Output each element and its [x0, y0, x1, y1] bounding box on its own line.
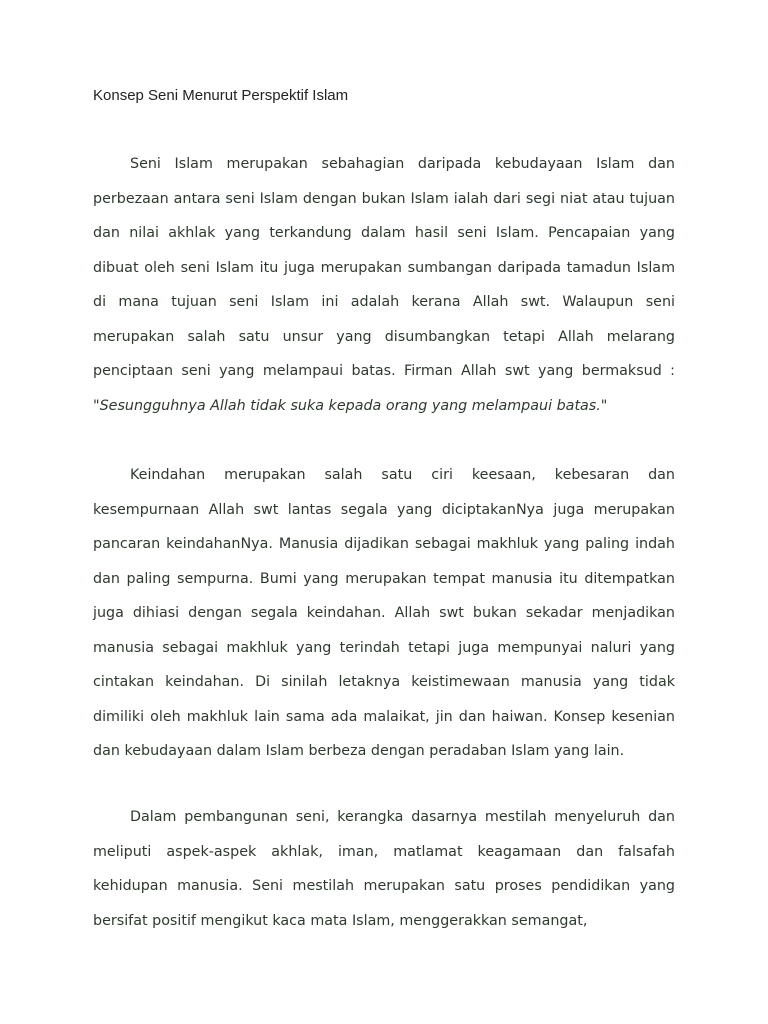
paragraph-3	[93, 800, 675, 938]
paragraph-2-text: Keindahan merupakan salah satu ciri keesaan, kebesaran dan kesempurnaan Allah swt lantas segala yang diciptakanNya juga merupakan pancaran keindahanNya. Manusia dijadikan sebagai makhluk yang paling indah dan paling sempurna. Bumi yang merupakan tempat manusia itu ditempatkan juga dihiasi dengan segala keindahan. Allah swt bukan sekadar menjadikan manusia sebagai makhluk yang terindah tetapi juga mempunyai naluri yang cintakan keindahan. Di sinilah letaknya keistimewaan manusia yang tidak dimiliki oleh makhluk lain sama ada malaikat, jin dan haiwan. Konsep kesenian dan kebudayaan dalam Islam berbeza dengan peradaban Islam yang lain.	[93, 467, 675, 759]
document-title: Konsep Seni Menurut Perspektif Islam	[93, 87, 349, 104]
paragraph-2	[93, 458, 675, 769]
paragraph-1	[93, 147, 675, 423]
paragraph-3-text: Dalam pembangunan seni, kerangka dasarnya mestilah menyeluruh dan meliputi aspek-aspek akhlak, iman, matlamat keagamaan dan falsafah kehidupan manusia. Seni mestilah merupakan satu proses pendidikan yang bersifat positif mengikut kaca mata Islam, menggerakkan semangat,	[93, 809, 675, 929]
paragraph-1-text: Seni Islam merupakan sebahagian daripada kebudayaan Islam dan perbezaan antara seni Islam dengan bukan Islam ialah dari segi niat atau tujuan dan nilai akhlak yang terkandung dalam hasil seni Islam. Pencapaian yang dibuat oleh seni Islam itu juga merupakan sumbangan daripada tamadun Islam di mana tujuan seni Islam ini adalah kerana Allah swt. Walaupun seni merupakan salah satu unsur yang disumbangkan tetapi Allah melarang penciptaan seni yang melampaui batas. Firman Allah swt yang bermaksud :	[93, 156, 675, 379]
quran-quote: "Sesungguhnya Allah tidak suka kepada orang yang melampaui batas."	[93, 397, 608, 414]
